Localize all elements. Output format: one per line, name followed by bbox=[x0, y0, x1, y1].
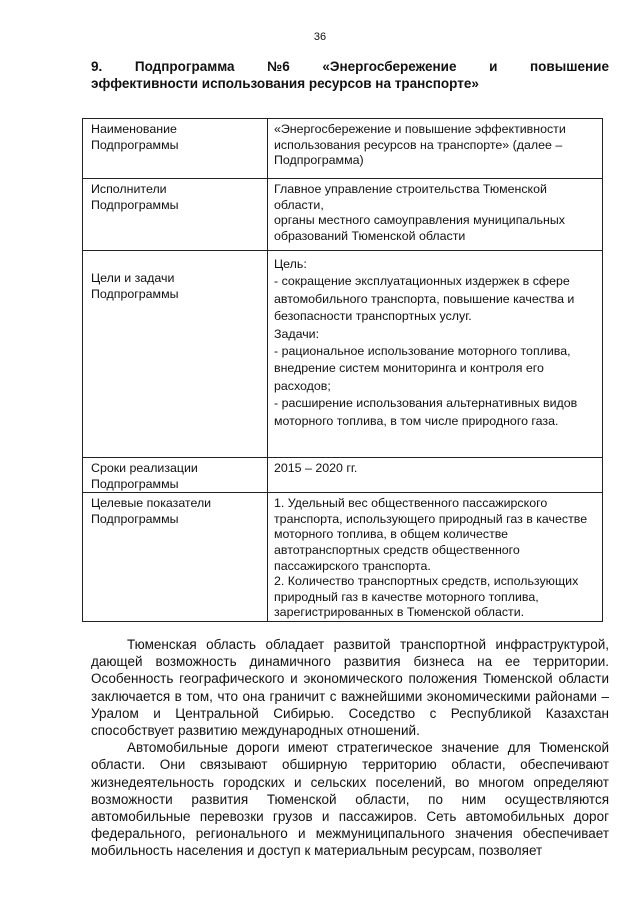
subprogram-passport-table bbox=[82, 118, 603, 622]
value-line: «Энергосбережение и повышение эффективности использования ресурсов на транспорте» (далее – Подпрограмма) bbox=[274, 122, 566, 168]
heading-word: Подпрограмма bbox=[134, 59, 235, 74]
label-line: Наименование bbox=[91, 122, 177, 136]
heading-word: №6 bbox=[267, 59, 290, 74]
heading-word: повышение bbox=[530, 59, 609, 74]
row-value bbox=[268, 251, 603, 458]
row-label bbox=[83, 493, 268, 622]
paragraph: Автомобильные дороги имеют стратегическое значение для Тюменской области. Они связывают обширную территорию области, обеспечивают жизнедеятельность городских и сельских поселений, во многом определяют возможности развития Тюменской области, по ним осуществляются автомобильные перевозки грузов и пассажиров. Сеть автомобильных дорог федерального, регионального и межмуниципального значения обеспечивает мобильность населения и доступ к материальным ресурсам, позволяет bbox=[91, 740, 609, 859]
table-row-executors bbox=[83, 179, 603, 251]
value-line: - рациональное использование моторного топлива, внедрение систем мониторинга и контроля его расходов; bbox=[274, 344, 571, 393]
value-line: органы местного самоуправления муниципальных образований Тюменской области bbox=[274, 213, 565, 243]
row-label bbox=[83, 179, 268, 251]
heading-word: и bbox=[489, 59, 498, 74]
value-line: - сокращение эксплуатационных издержек в сфере автомобильного транспорта, повышение качества и безопасности транспортных услуг. bbox=[274, 274, 575, 324]
heading-line-1 bbox=[91, 58, 609, 75]
label-line: Подпрограммы bbox=[91, 137, 179, 152]
value-line: 2. Количество транспортных средств, использующих природный газ в качестве моторного топлива, зарегистрированных в Тюменской области. bbox=[274, 574, 579, 620]
label-line: Подпрограммы bbox=[91, 286, 179, 301]
value-line: - расширение использования альтернативных видов моторного топлива, в том числе природного газа. bbox=[274, 396, 578, 428]
row-label bbox=[83, 119, 268, 179]
row-label bbox=[83, 458, 268, 493]
table-row-goals bbox=[83, 251, 603, 458]
table-row-term bbox=[83, 458, 603, 493]
section-heading bbox=[91, 58, 609, 92]
label-line: Цели и задачи bbox=[91, 271, 175, 285]
heading-word: «Энергосбережение bbox=[322, 59, 457, 74]
heading-word: 9. bbox=[91, 59, 103, 74]
table-row-name bbox=[83, 119, 603, 179]
row-value bbox=[268, 179, 603, 251]
label-line: Исполнители bbox=[91, 182, 167, 196]
row-value bbox=[268, 119, 603, 179]
value-line: Цель: bbox=[274, 257, 307, 271]
row-label bbox=[83, 251, 268, 458]
body-text bbox=[91, 636, 609, 860]
label-line: Подпрограммы bbox=[91, 476, 179, 491]
table-row-indicators bbox=[83, 493, 603, 622]
row-value bbox=[268, 458, 603, 493]
value-line: Главное управление строительства Тюменской области, bbox=[274, 182, 547, 212]
row-value bbox=[268, 493, 603, 622]
label-line: Целевые показатели bbox=[91, 496, 212, 511]
page-number: 36 bbox=[313, 31, 327, 43]
value-line: 2015 – 2020 гг. bbox=[274, 461, 358, 475]
label-line: Подпрограммы bbox=[91, 197, 179, 212]
value-line: Задачи: bbox=[274, 326, 320, 341]
value-line: 1. Удельный вес общественного пассажирского транспорта, использующего природный газ в качестве моторного топлива, в общем количестве автотранспортных средств общественного пассажирского транспорта. bbox=[274, 496, 588, 573]
label-line: Сроки реализации bbox=[91, 461, 198, 475]
heading-line-2: эффективности использования ресурсов на транспорте» bbox=[91, 76, 479, 91]
label-line: Подпрограммы bbox=[91, 511, 179, 526]
paragraph: Тюменская область обладает развитой транспортной инфраструктурой, дающей возможность динамичного развития бизнеса на ее территории. Особенность географического и экономического положения Тюменской области заключается в том, что она граничит с важнейшими экономическими районами – Уралом и Центральной Сибирью. Соседство с Республикой Казахстан способствует развитию международных отношений. bbox=[91, 637, 609, 739]
